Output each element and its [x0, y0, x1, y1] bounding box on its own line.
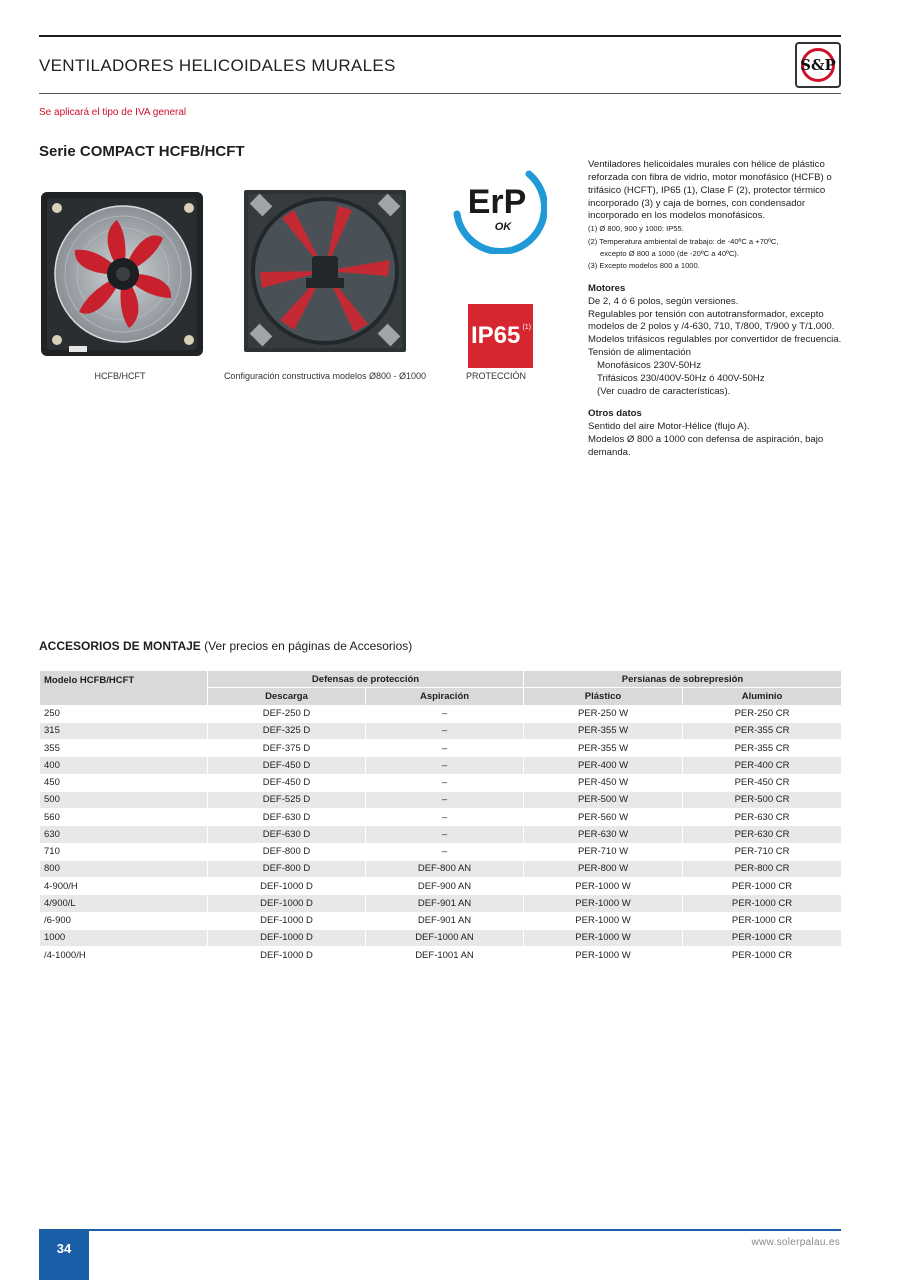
table-row: [40, 791, 842, 808]
cell-aluminio: PER-1000 CR: [683, 878, 842, 895]
page-number: 34: [56, 1241, 72, 1256]
cell-aluminio: PER-630 CR: [683, 826, 842, 843]
cell-aspiracion: –: [366, 722, 524, 739]
motores-line-2: Regulables por tensión con autotransformador, excepto modelos de 2 polos y /4-630, 710, T/800, T/900 y T/1.000.: [588, 308, 835, 333]
cell-descarga: DEF-450 D: [208, 774, 366, 791]
table-row: [40, 947, 842, 964]
website-link[interactable]: www.solerpalau.es: [751, 1237, 840, 1248]
cell-aluminio: PER-355 CR: [683, 722, 842, 739]
title-rule: [39, 93, 841, 94]
motores-line-1: De 2, 4 ó 6 polos, según versiones.: [588, 295, 739, 307]
cell-plastico: PER-710 W: [524, 843, 683, 860]
cell-aspiracion: –: [366, 757, 524, 774]
sp-logo: [795, 42, 841, 88]
motores-line-3: Modelos trifásicos regulables por convertidor de frecuencia.: [588, 334, 842, 346]
cell-descarga: DEF-630 D: [208, 826, 366, 843]
cell-model: 1000: [40, 929, 208, 946]
cell-aluminio: PER-630 CR: [683, 809, 842, 826]
cell-plastico: PER-400 W: [524, 757, 683, 774]
cell-descarga: DEF-800 D: [208, 843, 366, 860]
cell-descarga: DEF-1000 D: [208, 929, 366, 946]
motores-line-4: Tensión de alimentación: [588, 347, 691, 359]
motores-heading: Motores: [588, 282, 626, 294]
note-2b: excepto Ø 800 a 1000 (de -20ºC a 40ºC).: [600, 249, 739, 259]
ip65-badge: [468, 304, 533, 368]
cell-plastico: PER-1000 W: [524, 947, 683, 964]
cell-plastico: PER-560 W: [524, 809, 683, 826]
erp-ok-icon: [447, 160, 547, 254]
description-intro: Ventiladores helicoidales murales con hélice de plástico reforzada con fibra de vidrio, motor monofásico (HCFB) o trifásico (HCFT), IP65 (1), Clase F (2), protector térmico incorporado (3) y caja de bornes, con condensador incorporado en los modelos monofásicos.: [588, 159, 832, 222]
cell-aspiracion: DEF-800 AN: [366, 860, 524, 877]
cell-aspiracion: –: [366, 774, 524, 791]
cell-aluminio: PER-250 CR: [683, 705, 842, 722]
header-model: Modelo HCFB/HCFT: [40, 671, 208, 706]
cell-descarga: DEF-800 D: [208, 860, 366, 877]
header-persianas: Persianas de sobrepresión: [524, 671, 842, 688]
cell-aspiracion: DEF-900 AN: [366, 878, 524, 895]
cell-aluminio: PER-355 CR: [683, 740, 842, 757]
table-row: [40, 843, 842, 860]
ip65-text: IP65: [471, 322, 521, 349]
cell-plastico: PER-355 W: [524, 722, 683, 739]
cell-descarga: DEF-250 D: [208, 705, 366, 722]
cell-aluminio: PER-400 CR: [683, 757, 842, 774]
cell-plastico: PER-450 W: [524, 774, 683, 791]
cell-plastico: PER-1000 W: [524, 912, 683, 929]
cell-plastico: PER-1000 W: [524, 929, 683, 946]
note-3: (3) Excepto modelos 800 a 1000.: [588, 261, 700, 271]
cell-aspiracion: –: [366, 705, 524, 722]
cell-descarga: DEF-325 D: [208, 722, 366, 739]
cell-model: 450: [40, 774, 208, 791]
cell-aluminio: PER-450 CR: [683, 774, 842, 791]
footer-rule: [39, 1229, 841, 1231]
top-rule: [39, 35, 841, 37]
table-row: [40, 809, 842, 826]
erp-ok-text: OK: [494, 221, 512, 233]
product-description: [588, 159, 844, 460]
table-row: [40, 895, 842, 912]
tension-line-3: (Ver cuadro de características).: [597, 385, 731, 397]
cell-descarga: DEF-450 D: [208, 757, 366, 774]
header-aluminio: Aluminio: [683, 688, 842, 705]
otros-heading: Otros datos: [588, 408, 642, 420]
cell-aspiracion: –: [366, 826, 524, 843]
iva-note: Se aplicará el tipo de IVA general: [39, 107, 187, 118]
cell-aspiracion: –: [366, 809, 524, 826]
accessories-title-rest: (Ver precios en páginas de Accesorios): [200, 639, 413, 653]
table-row: [40, 774, 842, 791]
cell-model: 355: [40, 740, 208, 757]
cell-aspiracion: –: [366, 740, 524, 757]
cell-descarga: DEF-525 D: [208, 791, 366, 808]
cell-aspiracion: DEF-901 AN: [366, 912, 524, 929]
cell-descarga: DEF-1000 D: [208, 912, 366, 929]
cell-plastico: PER-1000 W: [524, 895, 683, 912]
erp-big-text: ErP: [467, 183, 527, 221]
tension-line-1: Monofásicos 230V-50Hz: [597, 359, 701, 371]
cell-descarga: DEF-1000 D: [208, 878, 366, 895]
cell-descarga: DEF-630 D: [208, 809, 366, 826]
tension-line-2: Trifásicos 230/400V-50Hz ó 400V-50Hz: [597, 372, 765, 384]
cell-plastico: PER-1000 W: [524, 878, 683, 895]
ip65-footnote: (1): [522, 324, 531, 331]
otros-line-2: Modelos Ø 800 a 1000 con defensa de aspiración, bajo demanda.: [588, 434, 824, 458]
header-descarga: Descarga: [208, 688, 366, 705]
table-row: [40, 860, 842, 877]
cell-plastico: PER-250 W: [524, 705, 683, 722]
table-row: [40, 878, 842, 895]
accessories-title-bold: ACCESORIOS DE MONTAJE: [39, 639, 201, 653]
series-title: Serie COMPACT HCFB/HCFT: [39, 143, 245, 160]
cell-plastico: PER-800 W: [524, 860, 683, 877]
header-aspiracion: Aspiración: [366, 688, 524, 705]
cell-model: 560: [40, 809, 208, 826]
cell-model: /6-900: [40, 912, 208, 929]
header-plastico: Plástico: [524, 688, 683, 705]
cell-model: 4-900/H: [40, 878, 208, 895]
cell-plastico: PER-500 W: [524, 791, 683, 808]
note-2: (2) Temperatura ambiental de trabajo: de -40ºC a +70ºC,: [588, 236, 779, 246]
page-title: VENTILADORES HELICOIDALES MURALES: [39, 56, 396, 75]
cell-plastico: PER-355 W: [524, 740, 683, 757]
cell-aluminio: PER-1000 CR: [683, 912, 842, 929]
logo-text: S&P: [800, 56, 836, 74]
otros-line-1: Sentido del aire Motor-Hélice (flujo A).: [588, 421, 750, 433]
caption-protection: PROTECCIÓN: [465, 371, 526, 381]
cell-model: 4/900/L: [40, 895, 208, 912]
accessories-table: [39, 670, 842, 964]
cell-model: 630: [40, 826, 208, 843]
cell-aspiracion: DEF-1001 AN: [366, 947, 524, 964]
cell-model: 315: [40, 722, 208, 739]
cell-model: 500: [40, 791, 208, 808]
accessories-title: [39, 639, 412, 653]
table-row: [40, 929, 842, 946]
cell-aspiracion: –: [366, 843, 524, 860]
cell-aspiracion: DEF-901 AN: [366, 895, 524, 912]
note-1: (1) Ø 800, 900 y 1000: IP55.: [588, 224, 684, 234]
cell-aspiracion: –: [366, 791, 524, 808]
table-row: [40, 757, 842, 774]
cell-aluminio: PER-710 CR: [683, 843, 842, 860]
cell-descarga: DEF-1000 D: [208, 947, 366, 964]
cell-aspiracion: DEF-1000 AN: [366, 929, 524, 946]
fan-photo-hcfb-hcft: [39, 188, 207, 360]
caption-fan2: Configuración constructiva modelos Ø800 - Ø1000: [223, 371, 427, 381]
fan-photo-800-1000: [242, 188, 408, 354]
cell-aluminio: PER-500 CR: [683, 791, 842, 808]
cell-plastico: PER-630 W: [524, 826, 683, 843]
header-defensas: Defensas de protección: [208, 671, 524, 688]
table-row: [40, 826, 842, 843]
table-row: [40, 705, 842, 722]
cell-model: 710: [40, 843, 208, 860]
cell-descarga: DEF-375 D: [208, 740, 366, 757]
cell-aluminio: PER-1000 CR: [683, 895, 842, 912]
cell-aluminio: PER-1000 CR: [683, 947, 842, 964]
cell-aluminio: PER-1000 CR: [683, 929, 842, 946]
cell-descarga: DEF-1000 D: [208, 895, 366, 912]
cell-model: 800: [40, 860, 208, 877]
page-number-box: [39, 1231, 89, 1280]
cell-model: 400: [40, 757, 208, 774]
caption-fan1: HCFB/HCFT: [94, 371, 146, 381]
cell-model: 250: [40, 705, 208, 722]
cell-aluminio: PER-800 CR: [683, 860, 842, 877]
table-row: [40, 912, 842, 929]
table-row: [40, 740, 842, 757]
cell-model: /4-1000/H: [40, 947, 208, 964]
table-row: [40, 722, 842, 739]
